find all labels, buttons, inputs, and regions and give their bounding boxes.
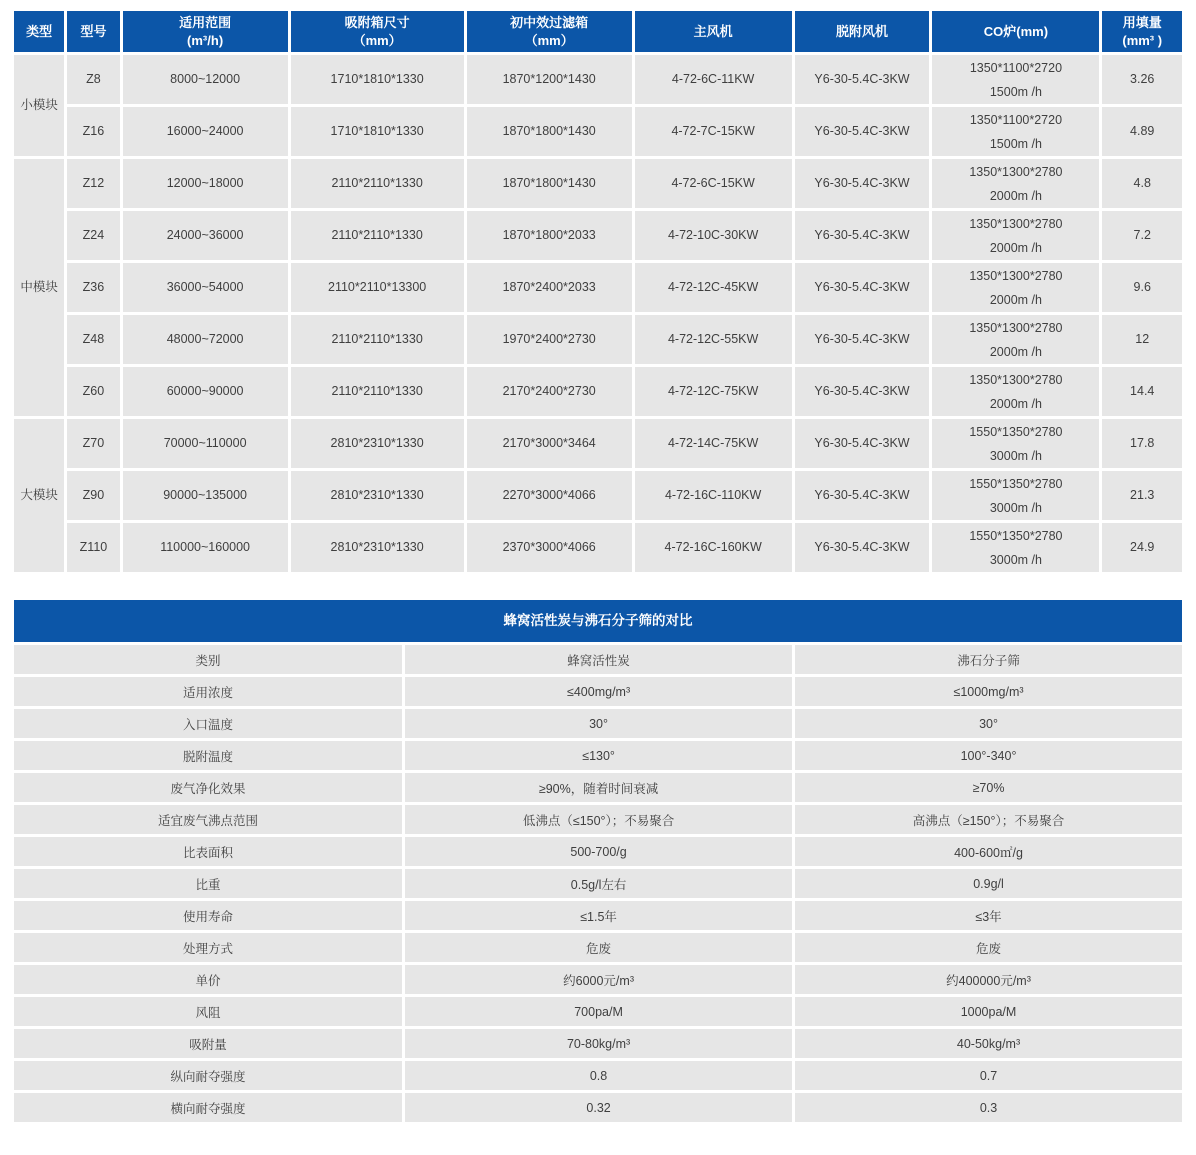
co-furnace-line: 1350*1300*2780 [969, 372, 1063, 387]
cell-fill-amount: 4.8 [1102, 159, 1182, 208]
cell-fill-amount: 24.9 [1102, 523, 1182, 572]
cell-filter-box: 2370*3000*4066 [467, 523, 632, 572]
co-furnace-line: 1350*1300*2780 [969, 320, 1063, 335]
cell-fill-amount: 21.3 [1102, 471, 1182, 520]
cell-co-furnace [932, 55, 1099, 104]
column-header [1102, 11, 1182, 52]
cell-activated-carbon: 0.5g/l左右 [405, 869, 792, 898]
cell-fill-amount: 9.6 [1102, 263, 1182, 312]
table-row [14, 773, 1182, 802]
cell-activated-carbon: 低沸点（≤150°）；不易聚合 [405, 805, 792, 834]
cell-main-fan: 4-72-16C-160KW [635, 523, 792, 572]
cell-model: Z24 [67, 211, 119, 260]
table-row [14, 709, 1182, 738]
cell-zeolite-sieve: 高沸点（≥150°）；不易聚合 [795, 805, 1182, 834]
cell-main-fan: 4-72-10C-30KW [635, 211, 792, 260]
cell-co-furnace [932, 367, 1099, 416]
co-furnace-line: 2000m /h [989, 292, 1042, 307]
cell-desorption-fan: Y6-30-5.4C-3KW [795, 523, 930, 572]
cell-activated-carbon: 500-700/g [405, 837, 792, 866]
cell-filter-box: 2270*3000*4066 [467, 471, 632, 520]
cell-range: 16000~24000 [123, 107, 288, 156]
column-header-line1: 用填量 [1122, 14, 1162, 30]
cell-attribute: 脱附温度 [14, 741, 402, 770]
cell-zeolite-sieve: 1000pa/M [795, 997, 1182, 1026]
cell-model: Z16 [67, 107, 119, 156]
table-row [14, 159, 1182, 208]
co-furnace-line: 1350*1100*2720 [969, 112, 1063, 127]
cell-adsorption-box: 2810*2310*1330 [291, 523, 464, 572]
column-header-line1: 类型 [26, 23, 53, 39]
cell-model: Z36 [67, 263, 119, 312]
cell-range: 90000~135000 [123, 471, 288, 520]
cell-fill-amount: 17.8 [1102, 419, 1182, 468]
cell-fill-amount: 14.4 [1102, 367, 1182, 416]
cell-filter-box: 2170*2400*2730 [467, 367, 632, 416]
co-furnace-line: 3000m /h [989, 500, 1042, 515]
table-row [14, 263, 1182, 312]
row-group-label: 中模块 [14, 159, 64, 416]
comparison-section [14, 600, 1182, 1125]
cell-activated-carbon: 70-80kg/m³ [405, 1029, 792, 1058]
cell-model: Z48 [67, 315, 119, 364]
cell-adsorption-box: 1710*1810*1330 [291, 107, 464, 156]
cell-activated-carbon: ≤400mg/m³ [405, 677, 792, 706]
cell-zeolite-sieve: 400-600㎡/g [795, 837, 1182, 866]
cell-zeolite-sieve: 40-50kg/m³ [795, 1029, 1182, 1058]
cell-attribute: 处理方式 [14, 933, 402, 962]
cell-range: 8000~12000 [123, 55, 288, 104]
cell-co-furnace [932, 523, 1099, 572]
comparison-table-title: 蜂窝活性炭与沸石分子筛的对比 [14, 600, 1182, 642]
cell-range: 60000~90000 [123, 367, 288, 416]
co-furnace-line: 2000m /h [989, 240, 1042, 255]
column-header [932, 11, 1099, 52]
cell-filter-box: 1970*2400*2730 [467, 315, 632, 364]
row-group-label: 大模块 [14, 419, 64, 572]
cell-co-furnace [932, 159, 1099, 208]
co-furnace-line: 1350*1300*2780 [969, 268, 1063, 283]
table-row [14, 741, 1182, 770]
cell-main-fan: 4-72-16C-110KW [635, 471, 792, 520]
cell-range: 36000~54000 [123, 263, 288, 312]
table-row [14, 677, 1182, 706]
cell-model: Z70 [67, 419, 119, 468]
cell-attribute: 单价 [14, 965, 402, 994]
cell-attribute: 类别 [14, 645, 402, 674]
row-group-label: 小模块 [14, 55, 64, 156]
cell-desorption-fan: Y6-30-5.4C-3KW [795, 471, 930, 520]
cell-adsorption-box: 2110*2110*1330 [291, 367, 464, 416]
cell-activated-carbon: 700pa/M [405, 997, 792, 1026]
cell-attribute: 比表面积 [14, 837, 402, 866]
cell-zeolite-sieve: 0.7 [795, 1061, 1182, 1090]
column-header-line2: (m³/h) [187, 32, 224, 48]
table-row [14, 901, 1182, 930]
column-header-line1: 吸附箱尺寸 [344, 14, 410, 30]
cell-attribute: 横向耐夺强度 [14, 1093, 402, 1122]
co-furnace-line: 1500m /h [989, 136, 1042, 151]
column-header [14, 11, 64, 52]
table-row [14, 107, 1182, 156]
cell-zeolite-sieve: ≤3年 [795, 901, 1182, 930]
cell-zeolite-sieve: 100°-340° [795, 741, 1182, 770]
table-row [14, 55, 1182, 104]
cell-zeolite-sieve: 0.3 [795, 1093, 1182, 1122]
cell-adsorption-box: 2110*2110*13300 [291, 263, 464, 312]
column-header-line2: （mm） [524, 32, 574, 48]
cell-main-fan: 4-72-12C-45KW [635, 263, 792, 312]
column-header-line2: （mm） [352, 32, 402, 48]
column-header-line1: 初中效过滤箱 [510, 14, 589, 30]
cell-co-furnace [932, 315, 1099, 364]
cell-filter-box: 1870*1800*2033 [467, 211, 632, 260]
cell-attribute: 入口温度 [14, 709, 402, 738]
cell-main-fan: 4-72-6C-15KW [635, 159, 792, 208]
cell-adsorption-box: 2110*2110*1330 [291, 159, 464, 208]
cell-attribute: 纵向耐夺强度 [14, 1061, 402, 1090]
cell-fill-amount: 3.26 [1102, 55, 1182, 104]
table-row [14, 997, 1182, 1026]
cell-filter-box: 1870*1200*1430 [467, 55, 632, 104]
cell-activated-carbon: ≥90%，随着时间衰减 [405, 773, 792, 802]
table-row [14, 965, 1182, 994]
table-row [14, 211, 1182, 260]
cell-range: 12000~18000 [123, 159, 288, 208]
co-furnace-line: 3000m /h [989, 552, 1042, 567]
cell-range: 24000~36000 [123, 211, 288, 260]
cell-attribute: 吸附量 [14, 1029, 402, 1058]
cell-activated-carbon: 0.8 [405, 1061, 792, 1090]
table-row [14, 419, 1182, 468]
cell-zeolite-sieve: 沸石分子筛 [795, 645, 1182, 674]
module-spec-table [11, 8, 1185, 575]
column-header [67, 11, 119, 52]
cell-zeolite-sieve: ≥70% [795, 773, 1182, 802]
co-furnace-line: 1350*1100*2720 [969, 60, 1063, 75]
cell-desorption-fan: Y6-30-5.4C-3KW [795, 55, 930, 104]
cell-activated-carbon: 30° [405, 709, 792, 738]
cell-activated-carbon: 危废 [405, 933, 792, 962]
co-furnace-line: 2000m /h [989, 344, 1042, 359]
cell-fill-amount: 7.2 [1102, 211, 1182, 260]
table-row [14, 933, 1182, 962]
table-row [14, 869, 1182, 898]
cell-zeolite-sieve: ≤1000mg/m³ [795, 677, 1182, 706]
table-row [14, 805, 1182, 834]
cell-zeolite-sieve: 危废 [795, 933, 1182, 962]
co-furnace-line: 1350*1300*2780 [969, 216, 1063, 231]
cell-attribute: 适宜废气沸点范围 [14, 805, 402, 834]
cell-attribute: 比重 [14, 869, 402, 898]
cell-model: Z110 [67, 523, 119, 572]
cell-model: Z90 [67, 471, 119, 520]
co-furnace-line: 2000m /h [989, 188, 1042, 203]
cell-attribute: 风阻 [14, 997, 402, 1026]
comparison-table-body [14, 645, 1182, 1122]
cell-desorption-fan: Y6-30-5.4C-3KW [795, 367, 930, 416]
cell-adsorption-box: 2810*2310*1330 [291, 471, 464, 520]
column-header [291, 11, 464, 52]
cell-activated-carbon: 约6000元/m³ [405, 965, 792, 994]
cell-attribute: 适用浓度 [14, 677, 402, 706]
table-row [14, 367, 1182, 416]
spec-table-header [14, 11, 1182, 52]
table-row [14, 471, 1182, 520]
cell-desorption-fan: Y6-30-5.4C-3KW [795, 315, 930, 364]
cell-main-fan: 4-72-7C-15KW [635, 107, 792, 156]
cell-zeolite-sieve: 约400000元/m³ [795, 965, 1182, 994]
column-header-line2: (mm³ ) [1122, 32, 1163, 48]
cell-adsorption-box: 2110*2110*1330 [291, 315, 464, 364]
cell-range: 70000~110000 [123, 419, 288, 468]
column-header [795, 11, 930, 52]
co-furnace-line: 1550*1350*2780 [969, 528, 1063, 543]
co-furnace-line: 3000m /h [989, 448, 1042, 463]
spec-table-body [14, 55, 1182, 572]
cell-adsorption-box: 2810*2310*1330 [291, 419, 464, 468]
column-header-line1: 主风机 [693, 23, 733, 39]
cell-model: Z60 [67, 367, 119, 416]
cell-desorption-fan: Y6-30-5.4C-3KW [795, 211, 930, 260]
cell-activated-carbon: 蜂窝活性炭 [405, 645, 792, 674]
cell-adsorption-box: 1710*1810*1330 [291, 55, 464, 104]
co-furnace-line: 1550*1350*2780 [969, 476, 1063, 491]
cell-co-furnace [932, 263, 1099, 312]
cell-model: Z12 [67, 159, 119, 208]
co-furnace-line: 1350*1300*2780 [969, 164, 1063, 179]
cell-zeolite-sieve: 0.9g/l [795, 869, 1182, 898]
table-row [14, 1029, 1182, 1058]
cell-co-furnace [932, 107, 1099, 156]
table-row [14, 315, 1182, 364]
table-row [14, 523, 1182, 572]
cell-fill-amount: 12 [1102, 315, 1182, 364]
cell-activated-carbon: 0.32 [405, 1093, 792, 1122]
cell-main-fan: 4-72-12C-55KW [635, 315, 792, 364]
column-header [467, 11, 632, 52]
cell-main-fan: 4-72-6C-11KW [635, 55, 792, 104]
co-furnace-line: 1550*1350*2780 [969, 424, 1063, 439]
cell-range: 110000~160000 [123, 523, 288, 572]
column-header-line1: 型号 [80, 23, 107, 39]
comparison-table [11, 642, 1185, 1125]
cell-filter-box: 2170*3000*3464 [467, 419, 632, 468]
cell-desorption-fan: Y6-30-5.4C-3KW [795, 419, 930, 468]
cell-co-furnace [932, 419, 1099, 468]
cell-co-furnace [932, 471, 1099, 520]
cell-co-furnace [932, 211, 1099, 260]
cell-filter-box: 1870*1800*1430 [467, 159, 632, 208]
table-row [14, 645, 1182, 674]
cell-main-fan: 4-72-14C-75KW [635, 419, 792, 468]
table-row [14, 1061, 1182, 1090]
column-header [123, 11, 288, 52]
cell-model: Z8 [67, 55, 119, 104]
column-header-line1: 脱附风机 [836, 23, 889, 39]
table-row [14, 1093, 1182, 1122]
cell-desorption-fan: Y6-30-5.4C-3KW [795, 263, 930, 312]
cell-range: 48000~72000 [123, 315, 288, 364]
cell-fill-amount: 4.89 [1102, 107, 1182, 156]
cell-attribute: 使用寿命 [14, 901, 402, 930]
cell-filter-box: 1870*1800*1430 [467, 107, 632, 156]
cell-filter-box: 1870*2400*2033 [467, 263, 632, 312]
co-furnace-line: 1500m /h [989, 84, 1042, 99]
cell-adsorption-box: 2110*2110*1330 [291, 211, 464, 260]
cell-desorption-fan: Y6-30-5.4C-3KW [795, 107, 930, 156]
cell-zeolite-sieve: 30° [795, 709, 1182, 738]
spec-header-row [14, 11, 1182, 52]
cell-desorption-fan: Y6-30-5.4C-3KW [795, 159, 930, 208]
column-header [635, 11, 792, 52]
co-furnace-line: 2000m /h [989, 396, 1042, 411]
cell-activated-carbon: ≤1.5年 [405, 901, 792, 930]
cell-activated-carbon: ≤130° [405, 741, 792, 770]
cell-main-fan: 4-72-12C-75KW [635, 367, 792, 416]
column-header-line1: CO炉(mm) [983, 23, 1049, 39]
table-row [14, 837, 1182, 866]
column-header-line1: 适用范围 [179, 14, 232, 30]
cell-attribute: 废气净化效果 [14, 773, 402, 802]
